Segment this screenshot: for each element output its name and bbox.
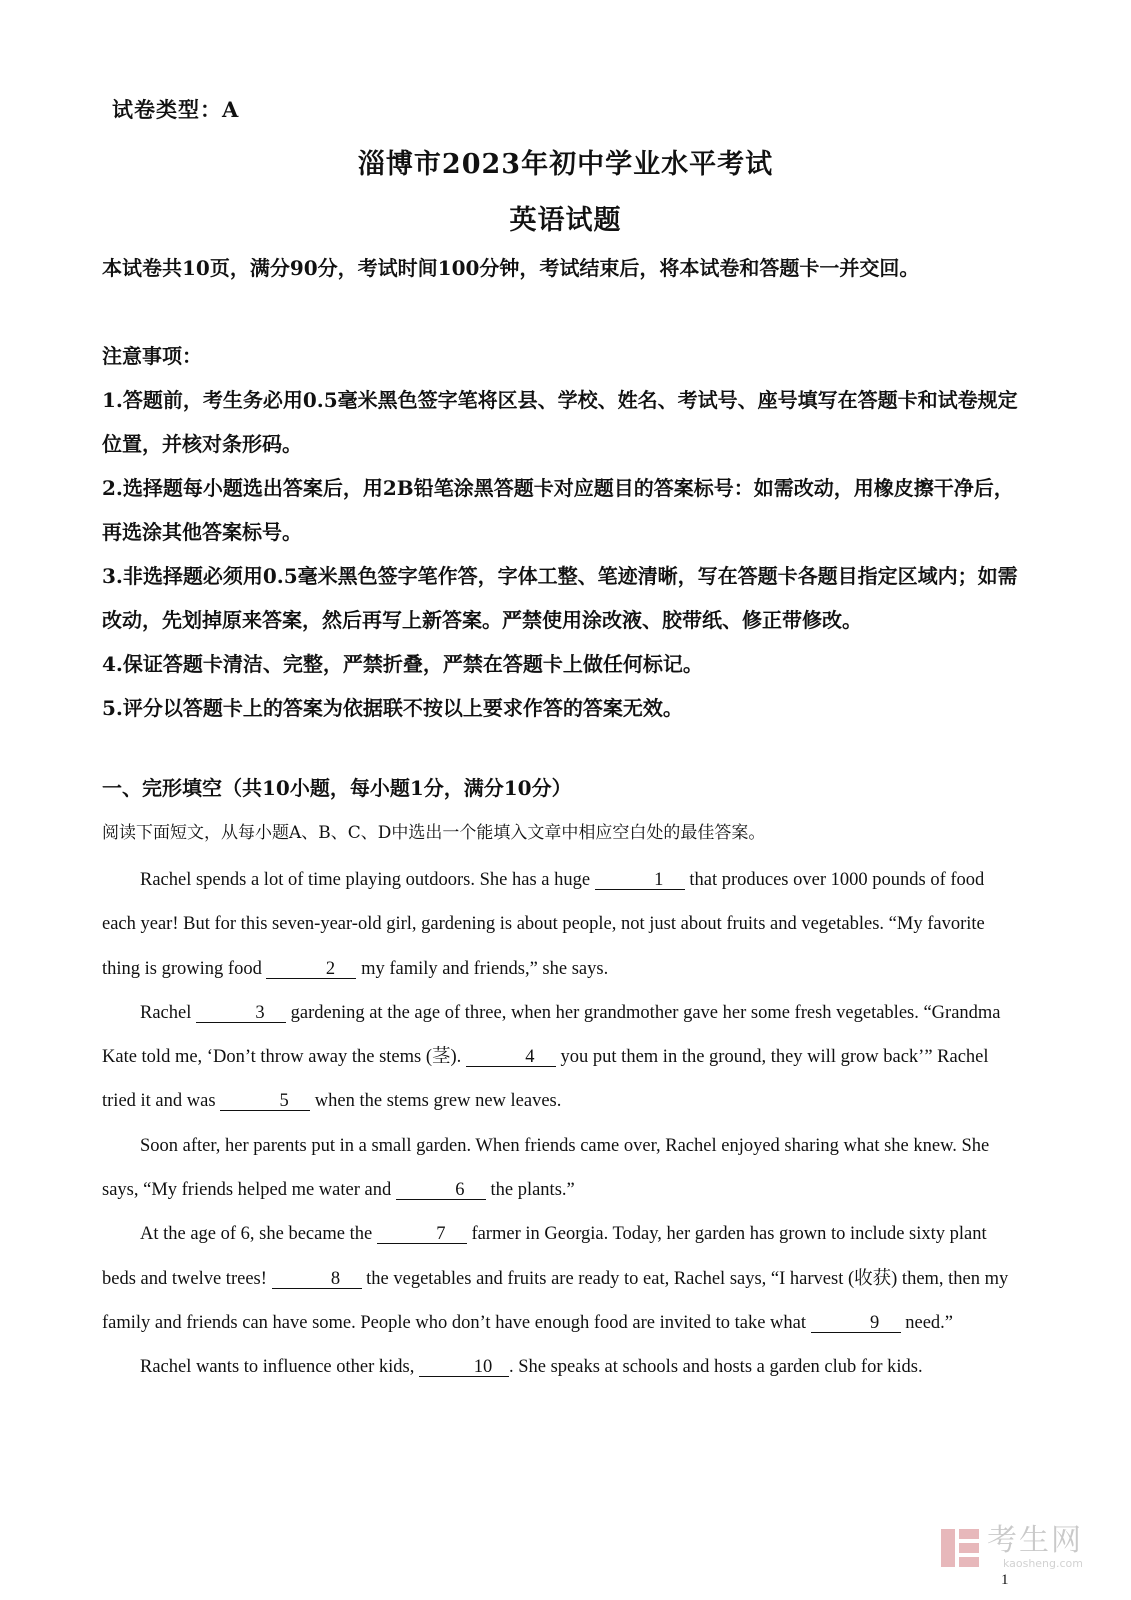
passage-text: you put them in the ground, they will grow back’” Rachel tried it and was [102,1047,989,1112]
blank-2: 2 [266,960,356,979]
paper-type: 试卷类型：A [112,97,240,122]
notice-item: 2.选择题每小题选出答案后，用2B铅笔涂黑答题卡对应题目的答案标号：如需改动，用橡皮擦干净后，再选涂其他答案标号。 [102,476,1014,544]
blank-4: 4 [466,1048,556,1067]
passage-text: . She speaks at schools and hosts a garden club for kids. [508,1357,923,1378]
notice-item: 3.非选择题必须用0.5毫米黑色签字笔作答，字体工整、笔迹清晰，写在答题卡各题目指定区域内；如需改动，先划掉原来答案，然后再写上新答案。严禁使用涂改液、胶带纸、修正带修改。 [102,564,1018,632]
passage-text: At the age of 6, she became the [140,1224,377,1245]
blank-1: 1 [595,871,685,890]
passage-text: Rachel spends a lot of time playing outdoors. She has a huge [140,870,595,890]
passage-paragraph [102,1124,1012,1213]
passage-text: Rachel [140,1002,196,1023]
blank-3: 3 [196,1004,286,1023]
passage-text: need.” [900,1312,954,1333]
passage-paragraph [102,858,1012,991]
blank-7: 7 [377,1225,467,1244]
blank-5: 5 [220,1092,310,1111]
notice-item: 5.评分以答题卡上的答案为依据联不按以上要求作答的答案无效。 [102,696,683,720]
watermark [941,1525,1083,1570]
exam-title: 淄博市2023年初中学业水平考试 [357,149,774,180]
watermark-text [987,1525,1083,1570]
passage-text: Soon after, her parents put in a small garden. When friends came over, Rachel enjoyed sharing what she knew. She says, “My friends helped me water and [102,1135,990,1201]
notice-item: 1.答题前，考生务必用0.5毫米黑色签字笔将区县、学校、姓名、考试号、座号填写在答题卡和试卷规定位置，并核对条形码。 [102,388,1018,456]
blank-9: 9 [811,1314,901,1333]
passage-text: my family and friends,” she says. [356,958,609,979]
blank-8: 8 [272,1270,362,1289]
passage-text: the vegetables and fruits are ready to eat, Rachel says, “I harvest (收获) them, then my family and friends can have some. People who don’t have enough food are invited to take what [102,1268,1009,1333]
notice-heading: 注意事项： [102,344,202,368]
passage-text: farmer in Georgia. Today, her garden has grown to include sixty plant beds and twelve trees! [102,1224,987,1289]
section-directions: 阅读下面短文，从每小题A、B、C、D中选出一个能填入文章中相应空白处的最佳答案。 [102,823,766,843]
blank-6: 6 [396,1181,486,1200]
passage-text: that produces over 1000 pounds of food each year! But for this seven-year-old girl, gardening is about people, not just about fruits and vegetables. “My favorite thing is growing food [102,870,985,979]
exam-intro [102,246,1022,290]
blank-10: 10 [419,1358,509,1377]
watermark-logo-icon [941,1529,979,1567]
passage-text: gardening at the age of three, when her grandmother gave her some fresh vegetables. “Grandma Kate told me, ‘Don’t throw away the stems (茎). [102,1002,1001,1068]
intro-text: 本试卷共10页，满分90分，考试时间100分钟，考试结束后，将本试卷和答题卡一并交回。 [102,256,920,280]
notice-block [102,334,1022,730]
passage-paragraph [102,1345,1012,1389]
passage-text: Rachel wants to influence other kids, [140,1357,419,1378]
passage-paragraph [102,991,1012,1124]
watermark-url: kaosheng.com [1002,1557,1083,1570]
exam-subtitle: 英语试题 [509,205,622,236]
watermark-brand: 考生网 [987,1523,1083,1558]
notice-item: 4.保证答题卡清洁、完整，严禁折叠，严禁在答题卡上做任何标记。 [102,652,703,676]
cloze-passage [102,858,1012,1390]
passage-text: the plants.” [485,1180,575,1201]
page-number: 1 [1001,1572,1009,1588]
passage-text: when the stems grew new leaves. [310,1091,562,1112]
section-title: 一、完形填空（共10小题，每小题1分，满分10分） [102,776,572,800]
passage-paragraph [102,1212,1012,1345]
